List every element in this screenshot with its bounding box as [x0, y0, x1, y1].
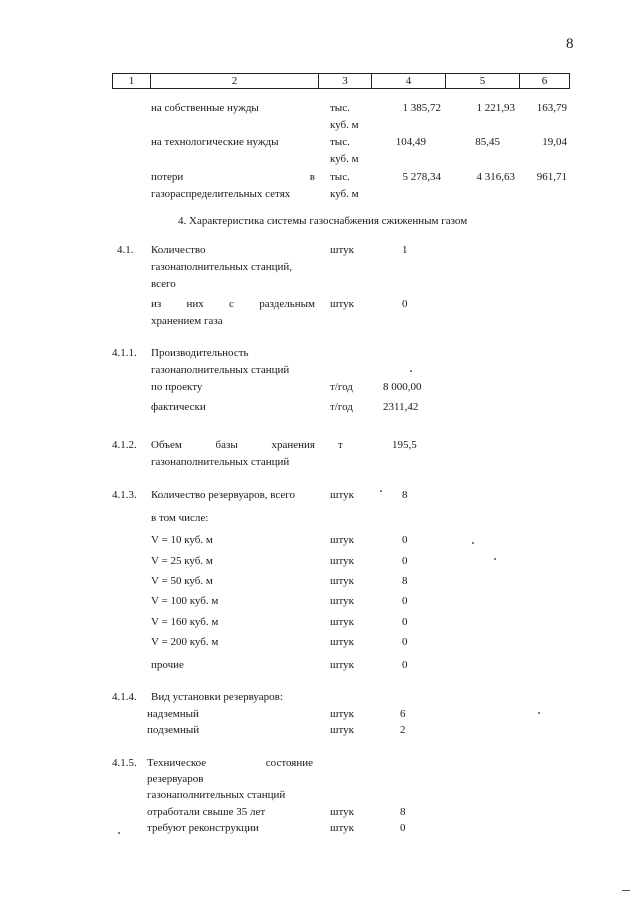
item-number-4-1-1: 4.1.1.	[112, 347, 137, 359]
item-4-1-sub-word4: раздельным	[259, 298, 315, 310]
scan-speck	[118, 832, 120, 834]
row-value-losses-c4: 5 278,34	[402, 171, 441, 183]
item-4-1-2-line2: газонаполнительных станций	[151, 456, 290, 468]
item-4-1-line2: газонаполнительных станций,	[151, 261, 293, 273]
item-number-4-1-5: 4.1.5.	[112, 757, 137, 769]
row-value-losses-c6: 961,71	[536, 171, 567, 183]
item-4-1-5-line3: газонаполнительных станций	[147, 789, 286, 801]
item-4-1-sub-word3: с	[229, 298, 234, 310]
item-4-1-sub-unit: штук	[330, 298, 354, 310]
row-value-own-needs-c4: 1 385,72	[402, 102, 441, 114]
scan-speck	[410, 370, 412, 372]
item-4-1-1-line1: Производительность	[151, 347, 249, 359]
item-4-1-5-word1: Техническое	[147, 757, 207, 769]
scan-speck	[380, 490, 382, 492]
item-4-1-5-word2: состояние	[265, 757, 313, 769]
install-row-value: 6	[400, 708, 406, 720]
item-4-1-1-line2: газонаполнительных станций	[151, 364, 290, 376]
scan-speck	[472, 542, 474, 544]
item-4-1-2-word2: базы	[215, 439, 238, 451]
row-name-tech-needs: на технологические нужды	[151, 136, 279, 148]
item-4-1-1-row-unit: т/год	[330, 381, 353, 393]
item-4-1-2-line1	[151, 437, 315, 454]
column-header-3: 3	[319, 74, 372, 89]
section-title: 4. Характеристика системы газоснабжения сжиженным газом	[178, 215, 468, 227]
row-name-losses-line1	[151, 169, 315, 186]
item-4-1-1-row-value: 2311,42	[383, 401, 419, 413]
install-row-unit: штук	[330, 708, 354, 720]
tank-row-unit: штук	[330, 534, 354, 546]
item-4-1-1-row-label: по проекту	[151, 381, 203, 393]
condition-row-value: 0	[400, 822, 406, 834]
tank-row-value: 0	[402, 534, 408, 546]
item-4-1-unit: штук	[330, 244, 354, 256]
item-4-1-2-unit: т	[338, 439, 343, 451]
condition-row-value: 8	[400, 806, 406, 818]
column-header-6: 6	[520, 74, 570, 89]
item-4-1-5-line1	[147, 755, 313, 772]
tank-row-label: V = 100 куб. м	[151, 595, 219, 607]
item-4-1-sub-word1: из	[151, 298, 162, 310]
column-header-5: 5	[446, 74, 520, 89]
scan-speck	[622, 890, 630, 891]
item-4-1-2-value: 195,5	[392, 439, 417, 451]
column-header-4: 4	[372, 74, 446, 89]
item-number-4-1-3: 4.1.3.	[112, 489, 137, 501]
item-4-1-value: 1	[402, 244, 408, 256]
item-number-4-1-4: 4.1.4.	[112, 691, 137, 703]
column-header-table	[112, 73, 570, 89]
tank-row-unit: штук	[330, 636, 354, 648]
item-4-1-sub-line1	[151, 296, 315, 313]
tank-row-value: 0	[402, 595, 408, 607]
scan-speck	[538, 712, 540, 714]
item-4-1-3-unit: штук	[330, 489, 354, 501]
row-value-own-needs-c6: 163,79	[536, 102, 567, 114]
item-4-1-3-incl: в том числе:	[151, 512, 209, 524]
scan-speck	[494, 558, 496, 560]
item-4-1-1-row-label: фактически	[151, 401, 206, 413]
row-value-own-needs-c5: 1 221,93	[476, 102, 515, 114]
row-name-losses-line2: газораспределительных сетях	[151, 188, 291, 200]
column-header-2: 2	[151, 74, 319, 89]
row-value-tech-needs-c6: 19,04	[542, 136, 567, 148]
tank-row-label: V = 10 куб. м	[151, 534, 213, 546]
item-4-1-3-line1: Количество резервуаров, всего	[151, 489, 296, 501]
row-unit-tech-needs-1: тыс.	[330, 136, 350, 148]
column-header-1: 1	[113, 74, 151, 89]
install-row-value: 2	[400, 724, 406, 736]
tank-row-value: 0	[402, 616, 408, 628]
tank-row-value: 0	[402, 659, 408, 671]
item-4-1-1-row-value: 8 000,00	[383, 381, 422, 393]
tank-row-unit: штук	[330, 555, 354, 567]
condition-row-unit: штук	[330, 822, 354, 834]
item-4-1-2-word1: Объем	[151, 439, 182, 451]
item-4-1-sub-word2: них	[186, 298, 204, 310]
tank-row-value: 0	[402, 555, 408, 567]
item-4-1-line1: Количество	[151, 244, 206, 256]
tank-row-label: V = 160 куб. м	[151, 616, 219, 628]
page-number: 8	[566, 36, 574, 52]
item-4-1-2-word3: хранения	[271, 439, 315, 451]
item-4-1-4-line1: Вид установки резервуаров:	[151, 691, 283, 703]
row-unit-own-needs-1: тыс.	[330, 102, 350, 114]
row-name-losses-word1: потери	[151, 171, 184, 183]
install-row-label: надземный	[147, 708, 199, 720]
item-4-1-sub-line2: хранением газа	[151, 315, 223, 327]
condition-row-label: отработали свыше 35 лет	[147, 806, 266, 818]
item-4-1-1-row-unit: т/год	[330, 401, 353, 413]
item-number-4-1-2: 4.1.2.	[112, 439, 137, 451]
tank-row-unit: штук	[330, 595, 354, 607]
condition-row-label: требуют реконструкции	[147, 822, 259, 834]
tank-row-value: 8	[402, 575, 408, 587]
tank-row-unit: штук	[330, 575, 354, 587]
condition-row-unit: штук	[330, 806, 354, 818]
row-name-own-needs: на собственные нужды	[151, 102, 259, 114]
row-unit-own-needs-2: куб. м	[330, 119, 359, 131]
item-number-4-1: 4.1.	[117, 244, 134, 256]
tank-row-label: прочие	[151, 659, 184, 671]
install-row-label: подземный	[147, 724, 200, 736]
row-name-losses-word2: в	[309, 171, 315, 183]
row-value-losses-c5: 4 316,63	[476, 171, 515, 183]
item-4-1-3-value: 8	[402, 489, 408, 501]
item-4-1-line3: всего	[151, 278, 176, 290]
tank-row-value: 0	[402, 636, 408, 648]
row-unit-losses-1: тыс.	[330, 171, 350, 183]
tank-row-unit: штук	[330, 616, 354, 628]
item-4-1-sub-value: 0	[402, 298, 408, 310]
install-row-unit: штук	[330, 724, 354, 736]
tank-row-label: V = 50 куб. м	[151, 575, 213, 587]
row-value-tech-needs-c5: 85,45	[475, 136, 500, 148]
row-value-tech-needs-c4: 104,49	[395, 136, 426, 148]
row-unit-losses-2: куб. м	[330, 188, 359, 200]
tank-row-label: V = 200 куб. м	[151, 636, 219, 648]
item-4-1-5-line2: резервуаров	[147, 773, 204, 785]
row-unit-tech-needs-2: куб. м	[330, 153, 359, 165]
tank-row-label: V = 25 куб. м	[151, 555, 213, 567]
tank-row-unit: штук	[330, 659, 354, 671]
